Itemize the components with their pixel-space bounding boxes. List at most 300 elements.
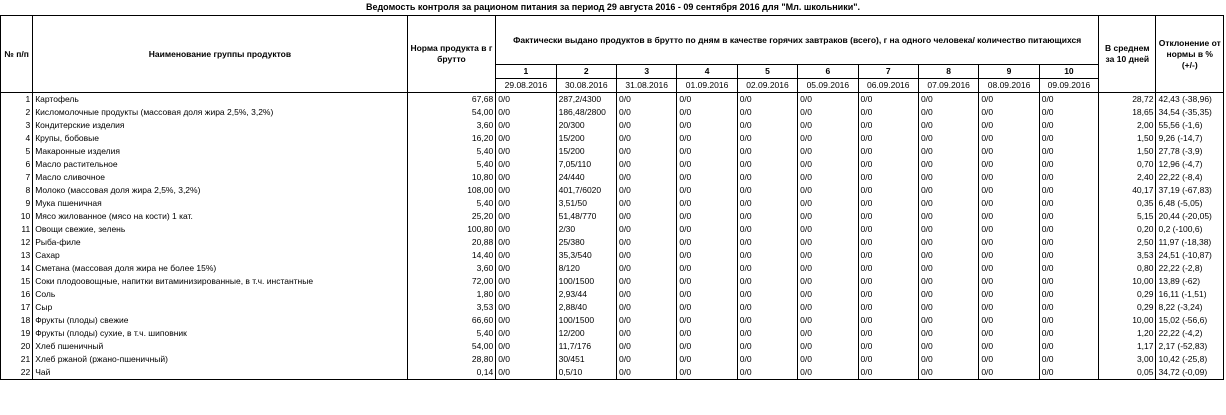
table-row [1, 340, 1224, 353]
day-value: 0/0 [798, 93, 858, 107]
day-value: 0/0 [918, 236, 978, 249]
average-value: 0,20 [1099, 223, 1156, 236]
col-header-dev: Отклонение от нормы в % (+/-) [1156, 16, 1224, 93]
day-number: 4 [677, 65, 737, 79]
row-number: 10 [1, 210, 33, 223]
norm-value: 100,80 [407, 223, 496, 236]
day-value: 0/0 [677, 145, 737, 158]
average-value: 1,50 [1099, 132, 1156, 145]
day-value: 0/0 [677, 93, 737, 107]
day-value: 0/0 [616, 197, 676, 210]
day-value: 0/0 [918, 301, 978, 314]
norm-value: 5,40 [407, 327, 496, 340]
day-value: 12/200 [556, 327, 616, 340]
day-value: 0/0 [677, 340, 737, 353]
day-value: 0/0 [677, 158, 737, 171]
day-value: 0/0 [918, 197, 978, 210]
table-row [1, 106, 1224, 119]
day-value: 0/0 [616, 353, 676, 366]
day-value: 0/0 [677, 119, 737, 132]
day-value: 0/0 [979, 145, 1039, 158]
day-value: 3,51/50 [556, 197, 616, 210]
table-row [1, 223, 1224, 236]
day-value: 0/0 [918, 145, 978, 158]
day-number: 8 [918, 65, 978, 79]
day-value: 0/0 [858, 353, 918, 366]
day-value: 0/0 [1039, 93, 1098, 107]
deviation-value: 20,44 (-20,05) [1156, 210, 1224, 223]
day-value: 0/0 [798, 327, 858, 340]
deviation-value: 22,22 (-8,4) [1156, 171, 1224, 184]
average-value: 5,15 [1099, 210, 1156, 223]
day-value: 20/300 [556, 119, 616, 132]
average-value: 2,00 [1099, 119, 1156, 132]
product-name: Мясо жилованное (мясо на кости) 1 кат. [33, 210, 407, 223]
table-row [1, 132, 1224, 145]
day-value: 0/0 [798, 262, 858, 275]
day-value: 0/0 [798, 236, 858, 249]
product-name: Мука пшеничная [33, 197, 407, 210]
day-value: 24/440 [556, 171, 616, 184]
product-name: Кисломолочные продукты (массовая доля жира 2,5%, 3,2%) [33, 106, 407, 119]
day-value: 0/0 [677, 171, 737, 184]
day-value: 287,2/4300 [556, 93, 616, 107]
day-value: 2,88/40 [556, 301, 616, 314]
day-value: 0/0 [496, 210, 556, 223]
day-value: 0/0 [918, 249, 978, 262]
norm-value: 14,40 [407, 249, 496, 262]
day-value: 30/451 [556, 353, 616, 366]
day-value: 0/0 [737, 197, 797, 210]
day-value: 0/0 [918, 366, 978, 380]
day-value: 0/0 [737, 301, 797, 314]
table-row [1, 210, 1224, 223]
day-value: 2,93/44 [556, 288, 616, 301]
day-value: 0/0 [918, 184, 978, 197]
row-number: 4 [1, 132, 33, 145]
day-value: 0/0 [677, 249, 737, 262]
average-value: 0,29 [1099, 288, 1156, 301]
day-value: 0/0 [1039, 223, 1098, 236]
table-row [1, 353, 1224, 366]
average-value: 3,53 [1099, 249, 1156, 262]
day-value: 0/0 [918, 119, 978, 132]
day-value: 0/0 [979, 288, 1039, 301]
day-value: 0/0 [616, 366, 676, 380]
day-value: 0/0 [1039, 197, 1098, 210]
day-number: 7 [858, 65, 918, 79]
table-row [1, 158, 1224, 171]
day-value: 0/0 [979, 106, 1039, 119]
day-value: 0/0 [496, 106, 556, 119]
day-value: 0/0 [1039, 210, 1098, 223]
day-value: 0/0 [496, 184, 556, 197]
deviation-value: 22,22 (-4,2) [1156, 327, 1224, 340]
norm-value: 1,80 [407, 288, 496, 301]
deviation-value: 42,43 (-38,96) [1156, 93, 1224, 107]
product-name: Соки плодоовощные, напитки витаминизированные, в т.ч. инстантные [33, 275, 407, 288]
day-date: 29.08.2016 [496, 79, 556, 93]
day-value: 0/0 [616, 132, 676, 145]
day-value: 0/0 [798, 366, 858, 380]
day-value: 0/0 [1039, 353, 1098, 366]
day-value: 0/0 [616, 106, 676, 119]
day-value: 0/0 [1039, 158, 1098, 171]
day-value: 100/1500 [556, 314, 616, 327]
day-value: 0/0 [918, 93, 978, 107]
day-value: 0/0 [616, 327, 676, 340]
product-name: Крупы, бобовые [33, 132, 407, 145]
product-name: Молоко (массовая доля жира 2,5%, 3,2%) [33, 184, 407, 197]
day-value: 0/0 [737, 353, 797, 366]
average-value: 0,80 [1099, 262, 1156, 275]
day-value: 0/0 [1039, 132, 1098, 145]
day-value: 0/0 [979, 184, 1039, 197]
day-number: 9 [979, 65, 1039, 79]
day-value: 0/0 [496, 223, 556, 236]
day-value: 0/0 [979, 171, 1039, 184]
day-value: 0/0 [737, 366, 797, 380]
day-value: 0/0 [918, 132, 978, 145]
day-value: 0/0 [918, 158, 978, 171]
row-number: 6 [1, 158, 33, 171]
day-value: 401,7/6020 [556, 184, 616, 197]
day-value: 0/0 [858, 145, 918, 158]
day-value: 0/0 [737, 249, 797, 262]
day-value: 0/0 [677, 106, 737, 119]
day-value: 0/0 [979, 327, 1039, 340]
day-value: 51,48/770 [556, 210, 616, 223]
product-name: Сметана (массовая доля жира не более 15%) [33, 262, 407, 275]
day-value: 0/0 [737, 106, 797, 119]
product-name: Фрукты (плоды) свежие [33, 314, 407, 327]
row-number: 9 [1, 197, 33, 210]
day-date: 06.09.2016 [858, 79, 918, 93]
day-value: 0/0 [798, 184, 858, 197]
day-value: 0/0 [979, 210, 1039, 223]
day-value: 0/0 [1039, 236, 1098, 249]
day-value: 0/0 [1039, 262, 1098, 275]
day-value: 0/0 [918, 210, 978, 223]
day-value: 0/0 [858, 327, 918, 340]
day-value: 0/0 [496, 288, 556, 301]
day-value: 0/0 [496, 145, 556, 158]
average-value: 0,29 [1099, 301, 1156, 314]
deviation-value: 10,42 (-25,8) [1156, 353, 1224, 366]
col-header-num: № п/п [1, 16, 33, 93]
day-value: 0/0 [737, 288, 797, 301]
day-value: 0/0 [496, 93, 556, 107]
norm-value: 108,00 [407, 184, 496, 197]
day-value: 0/0 [677, 184, 737, 197]
day-value: 0/0 [1039, 145, 1098, 158]
average-value: 0,70 [1099, 158, 1156, 171]
deviation-value: 27,78 (-3,9) [1156, 145, 1224, 158]
day-value: 0/0 [737, 210, 797, 223]
day-value: 0/0 [1039, 119, 1098, 132]
average-value: 2,50 [1099, 236, 1156, 249]
day-value: 0/0 [677, 197, 737, 210]
day-value: 0/0 [918, 275, 978, 288]
table-row [1, 314, 1224, 327]
product-name: Макаронные изделия [33, 145, 407, 158]
table-row [1, 236, 1224, 249]
row-number: 17 [1, 301, 33, 314]
day-value: 0/0 [979, 301, 1039, 314]
day-value: 0/0 [858, 106, 918, 119]
day-value: 0/0 [496, 171, 556, 184]
day-value: 0/0 [677, 132, 737, 145]
row-number: 13 [1, 249, 33, 262]
deviation-value: 55,56 (-1,6) [1156, 119, 1224, 132]
day-value: 0/0 [918, 262, 978, 275]
average-value: 0,05 [1099, 366, 1156, 380]
norm-value: 0,14 [407, 366, 496, 380]
day-date: 02.09.2016 [737, 79, 797, 93]
day-value: 0/0 [798, 171, 858, 184]
day-value: 0/0 [496, 353, 556, 366]
day-number: 3 [616, 65, 676, 79]
day-value: 0/0 [798, 119, 858, 132]
day-value: 0/0 [677, 236, 737, 249]
day-value: 11,7/176 [556, 340, 616, 353]
day-value: 0/0 [979, 223, 1039, 236]
day-value: 0/0 [616, 288, 676, 301]
day-value: 0/0 [616, 93, 676, 107]
day-value: 0/0 [798, 353, 858, 366]
col-header-avg: В среднем за 10 дней [1099, 16, 1156, 93]
row-number: 1 [1, 93, 33, 107]
day-number: 10 [1039, 65, 1098, 79]
day-value: 0/0 [858, 119, 918, 132]
day-number: 5 [737, 65, 797, 79]
average-value: 18,65 [1099, 106, 1156, 119]
day-value: 0/0 [677, 275, 737, 288]
report-title: Ведомость контроля за рационом питания за период 29 августа 2016 - 09 сентября 2016 для "Мл. школьники". [365, 2, 861, 12]
day-value: 0/0 [496, 197, 556, 210]
day-value: 0/0 [798, 197, 858, 210]
day-value: 100/1500 [556, 275, 616, 288]
day-value: 0/0 [737, 184, 797, 197]
norm-value: 54,00 [407, 340, 496, 353]
row-number: 11 [1, 223, 33, 236]
day-value: 0,5/10 [556, 366, 616, 380]
day-value: 0/0 [496, 301, 556, 314]
deviation-value: 9,26 (-14,7) [1156, 132, 1224, 145]
day-value: 0/0 [979, 262, 1039, 275]
table-row [1, 93, 1224, 107]
day-date: 08.09.2016 [979, 79, 1039, 93]
product-name: Чай [33, 366, 407, 380]
day-value: 0/0 [496, 249, 556, 262]
row-number: 20 [1, 340, 33, 353]
table-row [1, 119, 1224, 132]
average-value: 1,20 [1099, 327, 1156, 340]
day-value: 0/0 [677, 301, 737, 314]
day-value: 0/0 [616, 119, 676, 132]
col-header-norm: Норма продукта в г брутто [407, 16, 496, 93]
day-value: 0/0 [1039, 171, 1098, 184]
day-value: 0/0 [616, 262, 676, 275]
day-value: 186,48/2800 [556, 106, 616, 119]
day-value: 0/0 [737, 171, 797, 184]
day-value: 0/0 [798, 288, 858, 301]
day-value: 0/0 [798, 314, 858, 327]
day-value: 2/30 [556, 223, 616, 236]
row-number: 3 [1, 119, 33, 132]
day-value: 0/0 [616, 249, 676, 262]
day-value: 0/0 [979, 93, 1039, 107]
day-value: 0/0 [858, 262, 918, 275]
day-value: 0/0 [737, 158, 797, 171]
day-value: 0/0 [496, 132, 556, 145]
norm-value: 67,68 [407, 93, 496, 107]
day-value: 0/0 [858, 314, 918, 327]
day-value: 0/0 [677, 327, 737, 340]
norm-value: 5,40 [407, 197, 496, 210]
day-value: 0/0 [496, 314, 556, 327]
day-value: 0/0 [737, 132, 797, 145]
table-row [1, 366, 1224, 380]
deviation-value: 34,54 (-35,35) [1156, 106, 1224, 119]
table-row [1, 275, 1224, 288]
day-date: 09.09.2016 [1039, 79, 1098, 93]
norm-value: 66,60 [407, 314, 496, 327]
day-value: 0/0 [1039, 366, 1098, 380]
day-value: 0/0 [798, 223, 858, 236]
product-name: Картофель [33, 93, 407, 107]
average-value: 0,35 [1099, 197, 1156, 210]
day-value: 0/0 [858, 288, 918, 301]
product-name: Рыба-филе [33, 236, 407, 249]
norm-value: 5,40 [407, 145, 496, 158]
day-value: 0/0 [979, 132, 1039, 145]
day-value: 0/0 [858, 93, 918, 107]
day-value: 15/200 [556, 145, 616, 158]
day-value: 0/0 [1039, 288, 1098, 301]
table-row [1, 249, 1224, 262]
product-name: Кондитерские изделия [33, 119, 407, 132]
table-row [1, 301, 1224, 314]
day-value: 0/0 [677, 210, 737, 223]
day-value: 0/0 [1039, 275, 1098, 288]
day-value: 0/0 [1039, 249, 1098, 262]
day-value: 0/0 [979, 366, 1039, 380]
product-name: Сахар [33, 249, 407, 262]
norm-value: 25,20 [407, 210, 496, 223]
product-name: Овощи свежие, зелень [33, 223, 407, 236]
day-value: 0/0 [616, 314, 676, 327]
day-value: 0/0 [737, 236, 797, 249]
day-value: 0/0 [798, 106, 858, 119]
day-value: 0/0 [858, 210, 918, 223]
day-value: 0/0 [979, 314, 1039, 327]
day-value: 0/0 [677, 314, 737, 327]
row-number: 12 [1, 236, 33, 249]
day-number: 2 [556, 65, 616, 79]
row-number: 22 [1, 366, 33, 380]
day-value: 0/0 [616, 145, 676, 158]
product-name: Фрукты (плоды) сухие, в т.ч. шиповник [33, 327, 407, 340]
day-value: 0/0 [979, 197, 1039, 210]
day-value: 0/0 [858, 184, 918, 197]
average-value: 1,50 [1099, 145, 1156, 158]
norm-value: 20,88 [407, 236, 496, 249]
product-name: Масло сливочное [33, 171, 407, 184]
day-value: 0/0 [918, 288, 978, 301]
day-value: 0/0 [616, 223, 676, 236]
day-value: 0/0 [1039, 327, 1098, 340]
day-value: 0/0 [918, 314, 978, 327]
day-value: 0/0 [858, 158, 918, 171]
day-value: 0/0 [858, 236, 918, 249]
row-number: 14 [1, 262, 33, 275]
day-value: 0/0 [737, 275, 797, 288]
day-value: 0/0 [677, 353, 737, 366]
day-value: 0/0 [616, 158, 676, 171]
norm-value: 5,40 [407, 158, 496, 171]
product-name: Соль [33, 288, 407, 301]
day-value: 0/0 [858, 197, 918, 210]
day-date: 05.09.2016 [798, 79, 858, 93]
table-row [1, 197, 1224, 210]
day-value: 0/0 [918, 327, 978, 340]
day-value: 0/0 [918, 223, 978, 236]
day-value: 0/0 [798, 340, 858, 353]
day-value: 0/0 [737, 223, 797, 236]
day-value: 0/0 [979, 119, 1039, 132]
row-number: 8 [1, 184, 33, 197]
day-value: 0/0 [918, 353, 978, 366]
norm-value: 3,60 [407, 119, 496, 132]
average-value: 28,72 [1099, 93, 1156, 107]
day-value: 0/0 [798, 249, 858, 262]
day-value: 0/0 [1039, 106, 1098, 119]
day-value: 0/0 [677, 223, 737, 236]
day-value: 0/0 [616, 275, 676, 288]
day-value: 0/0 [496, 236, 556, 249]
day-value: 0/0 [616, 184, 676, 197]
day-value: 0/0 [496, 327, 556, 340]
day-value: 0/0 [858, 275, 918, 288]
deviation-value: 0,2 (-100,6) [1156, 223, 1224, 236]
day-date: 30.08.2016 [556, 79, 616, 93]
norm-value: 3,53 [407, 301, 496, 314]
day-value: 0/0 [1039, 340, 1098, 353]
average-value: 10,00 [1099, 275, 1156, 288]
day-value: 0/0 [979, 353, 1039, 366]
day-value: 0/0 [496, 340, 556, 353]
deviation-value: 24,51 (-10,87) [1156, 249, 1224, 262]
average-value: 40,17 [1099, 184, 1156, 197]
average-value: 3,00 [1099, 353, 1156, 366]
day-value: 15/200 [556, 132, 616, 145]
deviation-value: 11,97 (-18,38) [1156, 236, 1224, 249]
day-value: 0/0 [737, 93, 797, 107]
day-value: 0/0 [918, 106, 978, 119]
norm-value: 16,20 [407, 132, 496, 145]
day-value: 0/0 [677, 288, 737, 301]
day-value: 0/0 [496, 366, 556, 380]
table-row [1, 288, 1224, 301]
day-value: 0/0 [616, 301, 676, 314]
col-header-issued: Фактически выдано продуктов в брутто по дням в качестве горячих завтраков (всего), г на одного человека/ количество питающихся [496, 16, 1099, 65]
day-value: 0/0 [798, 210, 858, 223]
day-value: 0/0 [858, 223, 918, 236]
row-number: 16 [1, 288, 33, 301]
day-value: 0/0 [496, 275, 556, 288]
product-name: Хлеб пшеничный [33, 340, 407, 353]
